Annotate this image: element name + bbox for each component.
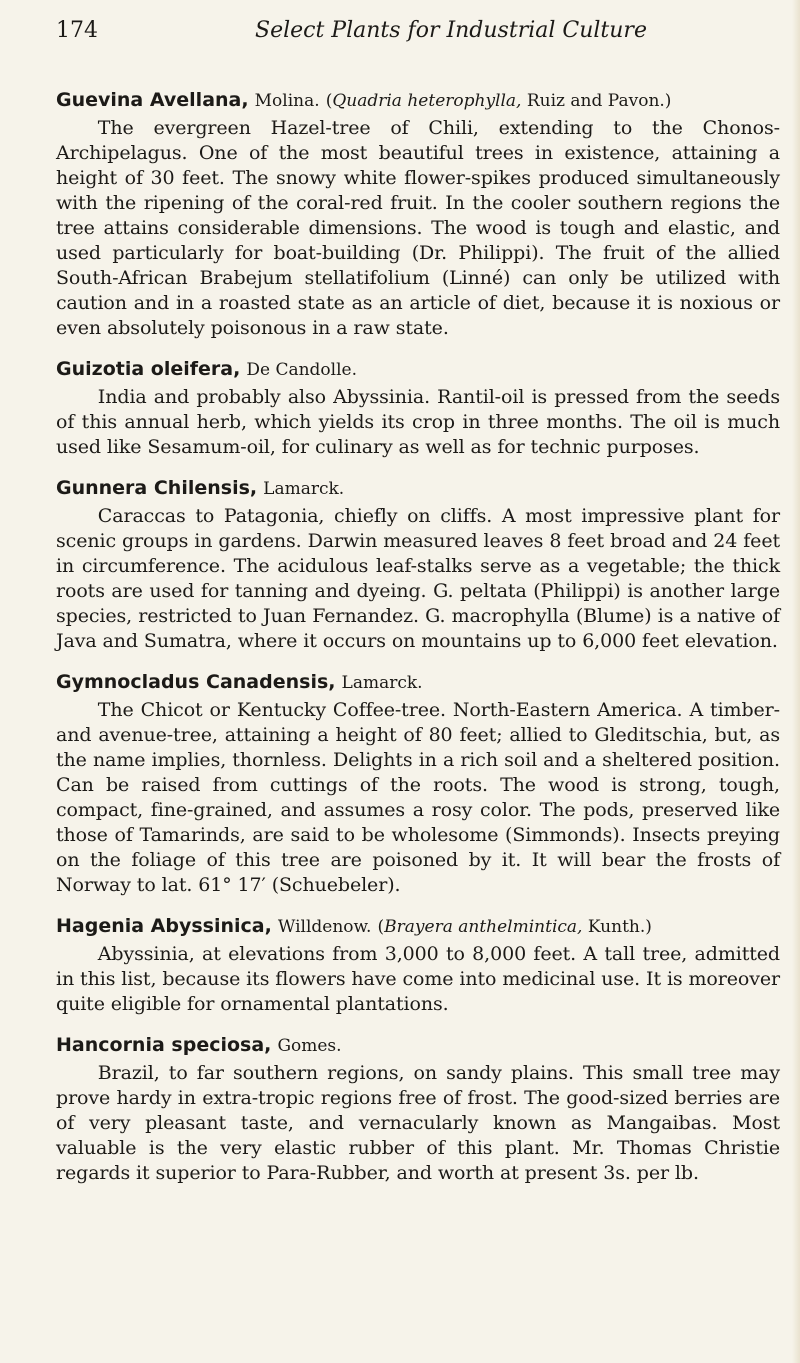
synonym-authors: Ruiz and Pavon.) [526, 91, 672, 111]
page-number: 174 [56, 18, 98, 43]
synonym-authors: Kunth.) [587, 917, 652, 937]
entry-heading [56, 357, 780, 383]
entry-heading [56, 1033, 780, 1059]
entry-text: Abyssinia, at elevations from 3,000 to 8,000 feet. A tall tree, admitted in this list, because its flowers have come into medicinal use. It is moreover quite eligible for ornamental plantations. [56, 943, 780, 1015]
entry-gunnera [56, 476, 780, 654]
species-author: Willdenow. [277, 917, 372, 937]
synonym-open: ( [325, 91, 333, 111]
species-name: Gunnera Chilensis, [56, 477, 258, 499]
species-name: Guevina Avellana, [56, 89, 249, 111]
entry-text: Caraccas to Patagonia, chiefly on cliffs. A most impressive plant for scenic groups in gardens. Darwin measured leaves 8 feet broad and 24 feet in circumference. The acidulous leaf-stalks serve as a vegetable; the thick roots are used for tanning and dyeing. G. peltata (Philippi) is another large species, restricted to Juan Fernandez. G. macrophylla (Blume) is a native of Java and Sumatra, where it occurs on mountains up to 6,000 feet elevation. [56, 505, 780, 652]
entry-heading [56, 670, 780, 696]
entry-guevina [56, 88, 780, 341]
entry-heading [56, 88, 780, 114]
species-author: Molina. [254, 91, 320, 111]
entry-gymnocladus [56, 670, 780, 898]
species-name: Hagenia Abyssinica, [56, 915, 272, 937]
page-edge [792, 0, 800, 1363]
species-author: Lamarck. [341, 673, 423, 693]
entry-text: Brazil, to far southern regions, on sandy plains. This small tree may prove hardy in extra-tropic regions free of frost. The good-sized berries are of very pleasant taste, and vernacularly known as Mangaibas. Most valuable is the very elastic rubber of this plant. Mr. Thomas Christie regards it superior to Para-Rubber, and worth at present 3s. per lb. [56, 1062, 780, 1184]
page-body [56, 88, 780, 1202]
synonym [326, 91, 672, 111]
species-author: De Candolle. [246, 360, 358, 380]
entry-hagenia [56, 914, 780, 1017]
species-name: Hancornia speciosa, [56, 1034, 272, 1056]
entry-heading [56, 914, 780, 940]
entry-hancornia [56, 1033, 780, 1186]
synonym-name: Brayera anthelmintica, [384, 917, 583, 937]
species-author: Lamarck. [263, 479, 345, 499]
synonym-name: Quadria heterophylla, [332, 91, 522, 111]
species-name: Guizotia oleifera, [56, 358, 241, 380]
entry-heading [56, 476, 780, 502]
entry-text: The Chicot or Kentucky Coffee-tree. North-Eastern America. A timber- and avenue-tree, attaining a height of 80 feet; allied to Gleditschia, but, as the name implies, thornless. Delights in a rich soil and a sheltered position. Can be raised from cuttings of the roots. The wood is strong, tough, compact, fine-grained, and assumes a rosy color. The pods, preserved like those of Tamarinds, are said to be wholesome (Simmonds). Insects preying on the foliage of this tree are poisoned by it. It will bear the frosts of Norway to lat. 61° 17′ (Schuebeler). [56, 699, 780, 896]
species-name: Gymnocladus Canadensis, [56, 671, 336, 693]
synonym [378, 917, 652, 937]
entry-text: The evergreen Hazel-tree of Chili, extending to the Chonos-Archipelagus. One of the most beautiful trees in existence, attaining a height of 30 feet. The snowy white flower-spikes produced simultaneously with the ripening of the coral-red fruit. In the cooler southern regions the tree attains considerable dimensions. The wood is tough and elastic, and used particularly for boat-building (Dr. Philippi). The fruit of the allied South-African Brabejum stellatifolium (Linné) can only be utilized with caution and in a roasted state as an article of diet, because it is noxious or even absolutely poisonous in a raw state. [56, 117, 780, 339]
page-header [0, 18, 800, 58]
entry-text: India and probably also Abyssinia. Rantil-oil is pressed from the seeds of this annual herb, which yields its crop in three months. The oil is much used like Sesamum-oil, for culinary as well as for technic purposes. [56, 386, 780, 458]
entry-guizotia [56, 357, 780, 460]
species-author: Gomes. [277, 1036, 342, 1056]
synonym-open: ( [377, 917, 385, 937]
running-title: Select Plants for Industrial Culture [255, 18, 647, 43]
